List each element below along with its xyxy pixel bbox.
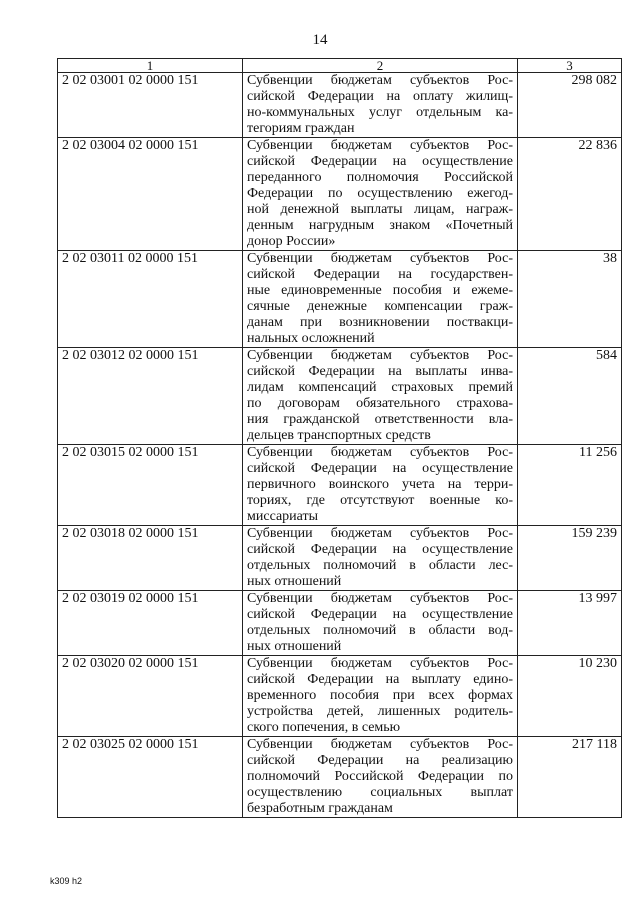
table-row <box>58 656 622 737</box>
revenue-code: 2 02 03019 02 0000 151 <box>58 591 243 656</box>
revenue-code: 2 02 03018 02 0000 151 <box>58 526 243 591</box>
description-line: по договорам обязательного страхова- <box>247 396 513 411</box>
description-line: ния гражданской ответственности вла- <box>247 412 513 427</box>
revenue-description <box>243 251 518 348</box>
revenue-code: 2 02 03004 02 0000 151 <box>58 138 243 251</box>
description-line: сийской Федерации на осуществление <box>247 607 513 622</box>
table-row <box>58 526 622 591</box>
description-line: ных отношений <box>247 574 342 589</box>
description-line: Субвенции бюджетам субъектов Рос- <box>247 526 513 541</box>
description-line: Субвенции бюджетам субъектов Рос- <box>247 138 513 153</box>
column-header-amount: 3 <box>518 59 622 73</box>
description-line: ные единовременные пособия и ежеме- <box>247 283 513 298</box>
description-line: Субвенции бюджетам субъектов Рос- <box>247 656 513 671</box>
footer-code: k309 h2 <box>50 876 83 886</box>
description-line: нальных осложнений <box>247 331 375 346</box>
table-row <box>58 251 622 348</box>
description-line: миссариаты <box>247 509 319 524</box>
amount-value: 298 082 <box>518 73 622 138</box>
description-line: сийской Федерации на государствен- <box>247 267 513 282</box>
subventions-table <box>57 58 622 818</box>
revenue-code: 2 02 03001 02 0000 151 <box>58 73 243 138</box>
revenue-description <box>243 445 518 526</box>
description-line: Субвенции бюджетам субъектов Рос- <box>247 737 513 752</box>
revenue-code: 2 02 03015 02 0000 151 <box>58 445 243 526</box>
description-line: осуществлению социальных выплат <box>247 785 513 800</box>
amount-value: 11 256 <box>518 445 622 526</box>
table-row <box>58 73 622 138</box>
description-line: отдельных полномочий в области вод- <box>247 623 513 638</box>
table-header-row <box>58 59 622 73</box>
description-line: временного пособия при всех формах <box>247 688 513 703</box>
description-line: сийской Федерации на оплату жилищ- <box>247 89 513 104</box>
amount-value: 13 997 <box>518 591 622 656</box>
description-line: сийской Федерации на осуществление <box>247 542 513 557</box>
revenue-description <box>243 591 518 656</box>
description-line: устройства детей, лишенных родитель- <box>247 704 513 719</box>
description-line: ной денежной выплаты лицам, награж- <box>247 202 513 217</box>
column-header-description: 2 <box>243 59 518 73</box>
revenue-description <box>243 656 518 737</box>
revenue-code: 2 02 03025 02 0000 151 <box>58 737 243 818</box>
description-line: Федерации по осуществлению ежегод- <box>247 186 513 201</box>
description-line: Субвенции бюджетам субъектов Рос- <box>247 445 513 460</box>
description-line: сийской Федерации на реализацию <box>247 753 513 768</box>
description-line: сийской Федерации на выплату едино- <box>247 672 513 687</box>
description-line: данам при возникновении поствакци- <box>247 315 513 330</box>
revenue-code: 2 02 03012 02 0000 151 <box>58 348 243 445</box>
amount-value: 38 <box>518 251 622 348</box>
description-line: ского попечения, в семью <box>247 720 401 735</box>
description-line: Субвенции бюджетам субъектов Рос- <box>247 73 513 88</box>
description-line: Субвенции бюджетам субъектов Рос- <box>247 591 513 606</box>
revenue-code: 2 02 03011 02 0000 151 <box>58 251 243 348</box>
description-line: безработным гражданам <box>247 801 393 816</box>
amount-value: 217 118 <box>518 737 622 818</box>
description-line: но-коммунальных услуг отдельным ка- <box>247 105 513 120</box>
description-line: сийской Федерации на осуществление <box>247 461 513 476</box>
amount-value: 22 836 <box>518 138 622 251</box>
description-line: донор России» <box>247 234 336 249</box>
description-line: полномочий Российской Федерации по <box>247 769 513 784</box>
amount-value: 159 239 <box>518 526 622 591</box>
description-line: сийской Федерации на осуществление <box>247 154 513 169</box>
description-line: ных отношений <box>247 639 342 654</box>
table-row <box>58 737 622 818</box>
description-line: тегориям граждан <box>247 121 355 136</box>
revenue-description <box>243 526 518 591</box>
description-line: переданного полномочия Российской <box>247 170 513 185</box>
revenue-description <box>243 138 518 251</box>
revenue-code: 2 02 03020 02 0000 151 <box>58 656 243 737</box>
table-row <box>58 138 622 251</box>
description-line: лидам компенсаций страховых премий <box>247 380 513 395</box>
page-number: 14 <box>312 32 328 48</box>
description-line: сячные денежные компенсации граж- <box>247 299 513 314</box>
description-line: отдельных полномочий в области лес- <box>247 558 513 573</box>
revenue-description <box>243 73 518 138</box>
description-line: Субвенции бюджетам субъектов Рос- <box>247 251 513 266</box>
table-row <box>58 445 622 526</box>
description-line: денным нагрудным знаком «Почетный <box>247 218 513 233</box>
revenue-description <box>243 348 518 445</box>
column-header-code: 1 <box>58 59 243 73</box>
revenue-description <box>243 737 518 818</box>
amount-value: 10 230 <box>518 656 622 737</box>
table-row <box>58 591 622 656</box>
description-line: сийской Федерации на выплаты инва- <box>247 364 513 379</box>
amount-value: 584 <box>518 348 622 445</box>
description-line: дельцев транспортных средств <box>247 428 431 443</box>
description-line: ториях, где отсутствуют военные ко- <box>247 493 513 508</box>
description-line: Субвенции бюджетам субъектов Рос- <box>247 348 513 363</box>
description-line: первичного воинского учета на терри- <box>247 477 513 492</box>
table-row <box>58 348 622 445</box>
